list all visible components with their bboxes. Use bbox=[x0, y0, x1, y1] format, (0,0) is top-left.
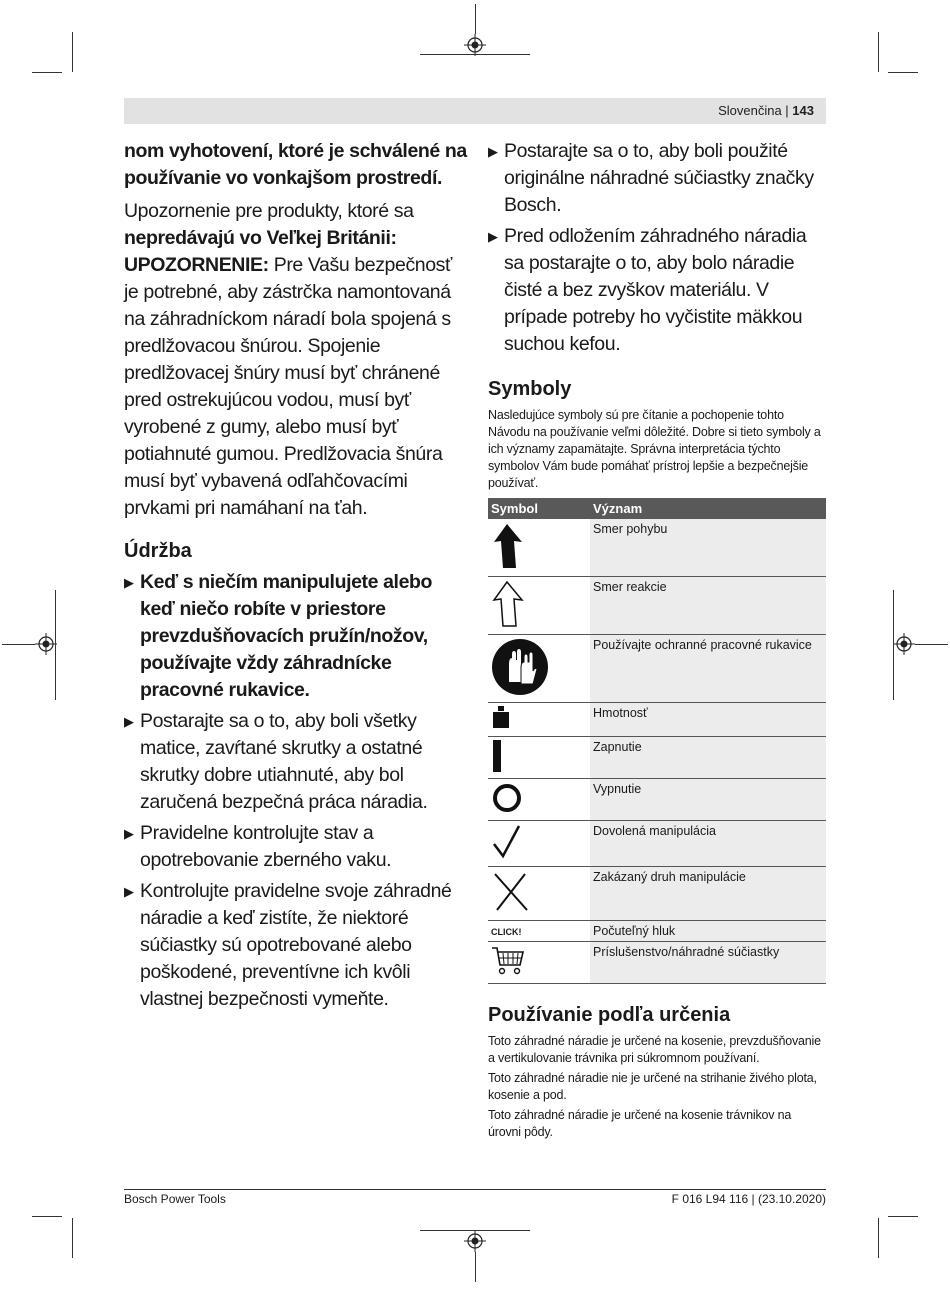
registration-mark-icon bbox=[35, 633, 57, 655]
crop-mark bbox=[55, 590, 56, 700]
usage-paragraphs bbox=[488, 1033, 826, 1141]
bullet-triangle-icon: ▶ bbox=[124, 826, 134, 841]
power-off-icon bbox=[491, 782, 525, 814]
table-row bbox=[488, 703, 826, 737]
crop-mark bbox=[915, 644, 948, 645]
right-column bbox=[488, 138, 826, 1144]
cart-icon bbox=[491, 945, 525, 977]
table-row bbox=[488, 867, 826, 921]
maintenance-bullet-list bbox=[124, 569, 469, 1013]
maintenance-heading: Údržba bbox=[124, 540, 192, 562]
uk-notice-line: Upozornenie pre produkty, ktoré sa bbox=[124, 200, 414, 222]
intro-paragraph: nom vyhotovení, ktoré je schválené na používanie vo vonkajšom prostredí. bbox=[124, 140, 467, 189]
crop-mark bbox=[888, 1216, 918, 1217]
weight-icon bbox=[491, 706, 513, 730]
outline-arrow-up-icon bbox=[491, 580, 525, 628]
usage-paragraph: Toto záhradné náradie je určené na kosenie trávnikov na úrovni pôdy. bbox=[488, 1108, 792, 1139]
usage-paragraph: Toto záhradné náradie nie je určené na strihanie živého plota, kosenie a pod. bbox=[488, 1071, 817, 1102]
bullet-item bbox=[124, 569, 469, 704]
crop-mark bbox=[32, 1216, 62, 1217]
crop-mark bbox=[878, 1218, 879, 1258]
meaning-cell: Smer reakcie bbox=[590, 577, 826, 635]
meaning-cell: Príslušenstvo/náhradné súčiastky bbox=[590, 942, 826, 984]
click-icon: CLICK! bbox=[491, 927, 522, 937]
table-row bbox=[488, 519, 826, 577]
meaning-cell: Smer pohybu bbox=[590, 519, 826, 577]
meaning-cell: Hmotnosť bbox=[590, 703, 826, 737]
cross-icon bbox=[491, 870, 531, 914]
symbol-column-header: Symbol bbox=[488, 498, 590, 519]
usage-paragraph: Toto záhradné náradie je určené na kosenie, prevzdušňovanie a vertikulovanie trávnika pri súkromnom používaní. bbox=[488, 1034, 821, 1065]
header-language: Slovenčina bbox=[718, 103, 782, 118]
warning-label: UPOZORNENIE: bbox=[124, 254, 269, 276]
usage-heading: Používanie podľa určenia bbox=[488, 1004, 731, 1026]
table-row bbox=[488, 942, 826, 984]
crop-mark bbox=[72, 1218, 73, 1258]
bullet-item bbox=[488, 138, 826, 219]
bullet-text: Pred odložením záhradného náradia sa postarajte o to, aby bolo náradie čisté a bez zvyškov materiálu. V prípade potreby ho vyčistite mäkkou suchou kefou. bbox=[504, 225, 807, 355]
table-row bbox=[488, 921, 826, 942]
symbols-intro: Nasledujúce symboly sú pre čítanie a pochopenie tohto Návodu na používanie veľmi dôležité. Dobre si tieto symboly a ich významy zapamätajte. Správna interpretácia týchto symbolov Vám bude pomáhať prístroj lepšie a bezpečnejšie používať. bbox=[488, 408, 821, 490]
symbols-heading: Symboly bbox=[488, 378, 572, 400]
power-on-icon bbox=[491, 740, 505, 772]
bullet-item bbox=[124, 878, 469, 1013]
crop-mark bbox=[878, 32, 879, 72]
crop-mark bbox=[888, 72, 918, 73]
table-row bbox=[488, 577, 826, 635]
bullet-triangle-icon: ▶ bbox=[488, 229, 498, 244]
table-row bbox=[488, 635, 826, 703]
table-row bbox=[488, 779, 826, 821]
bullet-item bbox=[124, 820, 469, 874]
warning-text: Pre Vašu bezpečnosť je potrebné, aby zástrčka namontovaná na záhradníckom náradí bola spojená s predlžovacou šnúrou. Spojenie predlžovacej šnúry musí byť chránené pred ostrekujúcou vodou, musí byť vyrobené z gumy, alebo musí byť potiahnuté gumou. Predlžovacia šnúra musí byť vybavená odľahčovacími prvkami pri namáhaní na ťah. bbox=[124, 254, 452, 519]
meaning-cell: Zapnutie bbox=[590, 737, 826, 779]
bullet-text: Postarajte sa o to, aby boli všetky matice, zavŕtané skrutky a ostatné skrutky dobre utiahnuté, aby bol zaručená bezpečná práca náradia. bbox=[140, 710, 428, 813]
registration-mark-icon bbox=[464, 34, 486, 56]
check-icon bbox=[491, 824, 525, 860]
bullet-triangle-icon: ▶ bbox=[124, 884, 134, 899]
bullet-item bbox=[488, 223, 826, 358]
crop-mark bbox=[32, 72, 62, 73]
bullet-text: Kontrolujte pravidelne svoje záhradné náradie a keď zistíte, že niektoré súčiastky sú opotrebované alebo poškodené, preventívne ich kvôli vlastnej bezpečnosti vymeňte. bbox=[140, 880, 452, 1010]
crop-mark bbox=[893, 590, 894, 700]
uk-notice-bold: nepredávajú vo Veľkej Británii: bbox=[124, 227, 397, 249]
meaning-column-header: Význam bbox=[590, 498, 826, 519]
gloves-icon bbox=[491, 638, 549, 696]
bullet-triangle-icon: ▶ bbox=[124, 575, 134, 590]
meaning-cell: Používajte ochranné pracovné rukavice bbox=[590, 635, 826, 703]
meaning-cell: Dovolená manipulácia bbox=[590, 821, 826, 867]
header-text: Slovenčina | 143 bbox=[718, 103, 814, 118]
table-row bbox=[488, 737, 826, 779]
page-header bbox=[124, 98, 826, 124]
care-bullet-list bbox=[488, 138, 826, 358]
crop-mark bbox=[420, 54, 530, 55]
crop-mark bbox=[420, 1230, 530, 1231]
uk-notice-paragraph bbox=[124, 198, 469, 522]
meaning-cell: Vypnutie bbox=[590, 779, 826, 821]
bullet-text: Postarajte sa o to, aby boli použité originálne náhradné súčiastky značky Bosch. bbox=[504, 140, 814, 216]
crop-mark bbox=[475, 4, 476, 34]
left-column bbox=[124, 138, 469, 1017]
footer-divider bbox=[124, 1189, 826, 1190]
crop-mark bbox=[475, 1252, 476, 1282]
registration-mark-icon bbox=[893, 633, 915, 655]
bullet-text: Keď s niečím manipulujete alebo keď niečo robíte v priestore prevzdušňovacích pružín/nožov, používajte vždy záhradnícke pracovné rukavice. bbox=[140, 571, 433, 701]
bullet-triangle-icon: ▶ bbox=[124, 714, 134, 729]
registration-mark-icon bbox=[464, 1230, 486, 1252]
bullet-triangle-icon: ▶ bbox=[488, 144, 498, 159]
table-row bbox=[488, 821, 826, 867]
meaning-cell: Zakázaný druh manipulácie bbox=[590, 867, 826, 921]
footer-doc-id: F 016 L94 116 | (23.10.2020) bbox=[671, 1192, 826, 1206]
symbols-table bbox=[488, 498, 826, 984]
meaning-cell: Počuteľný hluk bbox=[590, 921, 826, 942]
crop-mark bbox=[2, 644, 35, 645]
page-number: 143 bbox=[792, 103, 814, 118]
bullet-item bbox=[124, 708, 469, 816]
filled-arrow-up-icon bbox=[491, 522, 525, 570]
footer-brand: Bosch Power Tools bbox=[124, 1192, 226, 1206]
crop-mark bbox=[72, 32, 73, 72]
bullet-text: Pravidelne kontrolujte stav a opotrebovanie zberného vaku. bbox=[140, 822, 392, 871]
